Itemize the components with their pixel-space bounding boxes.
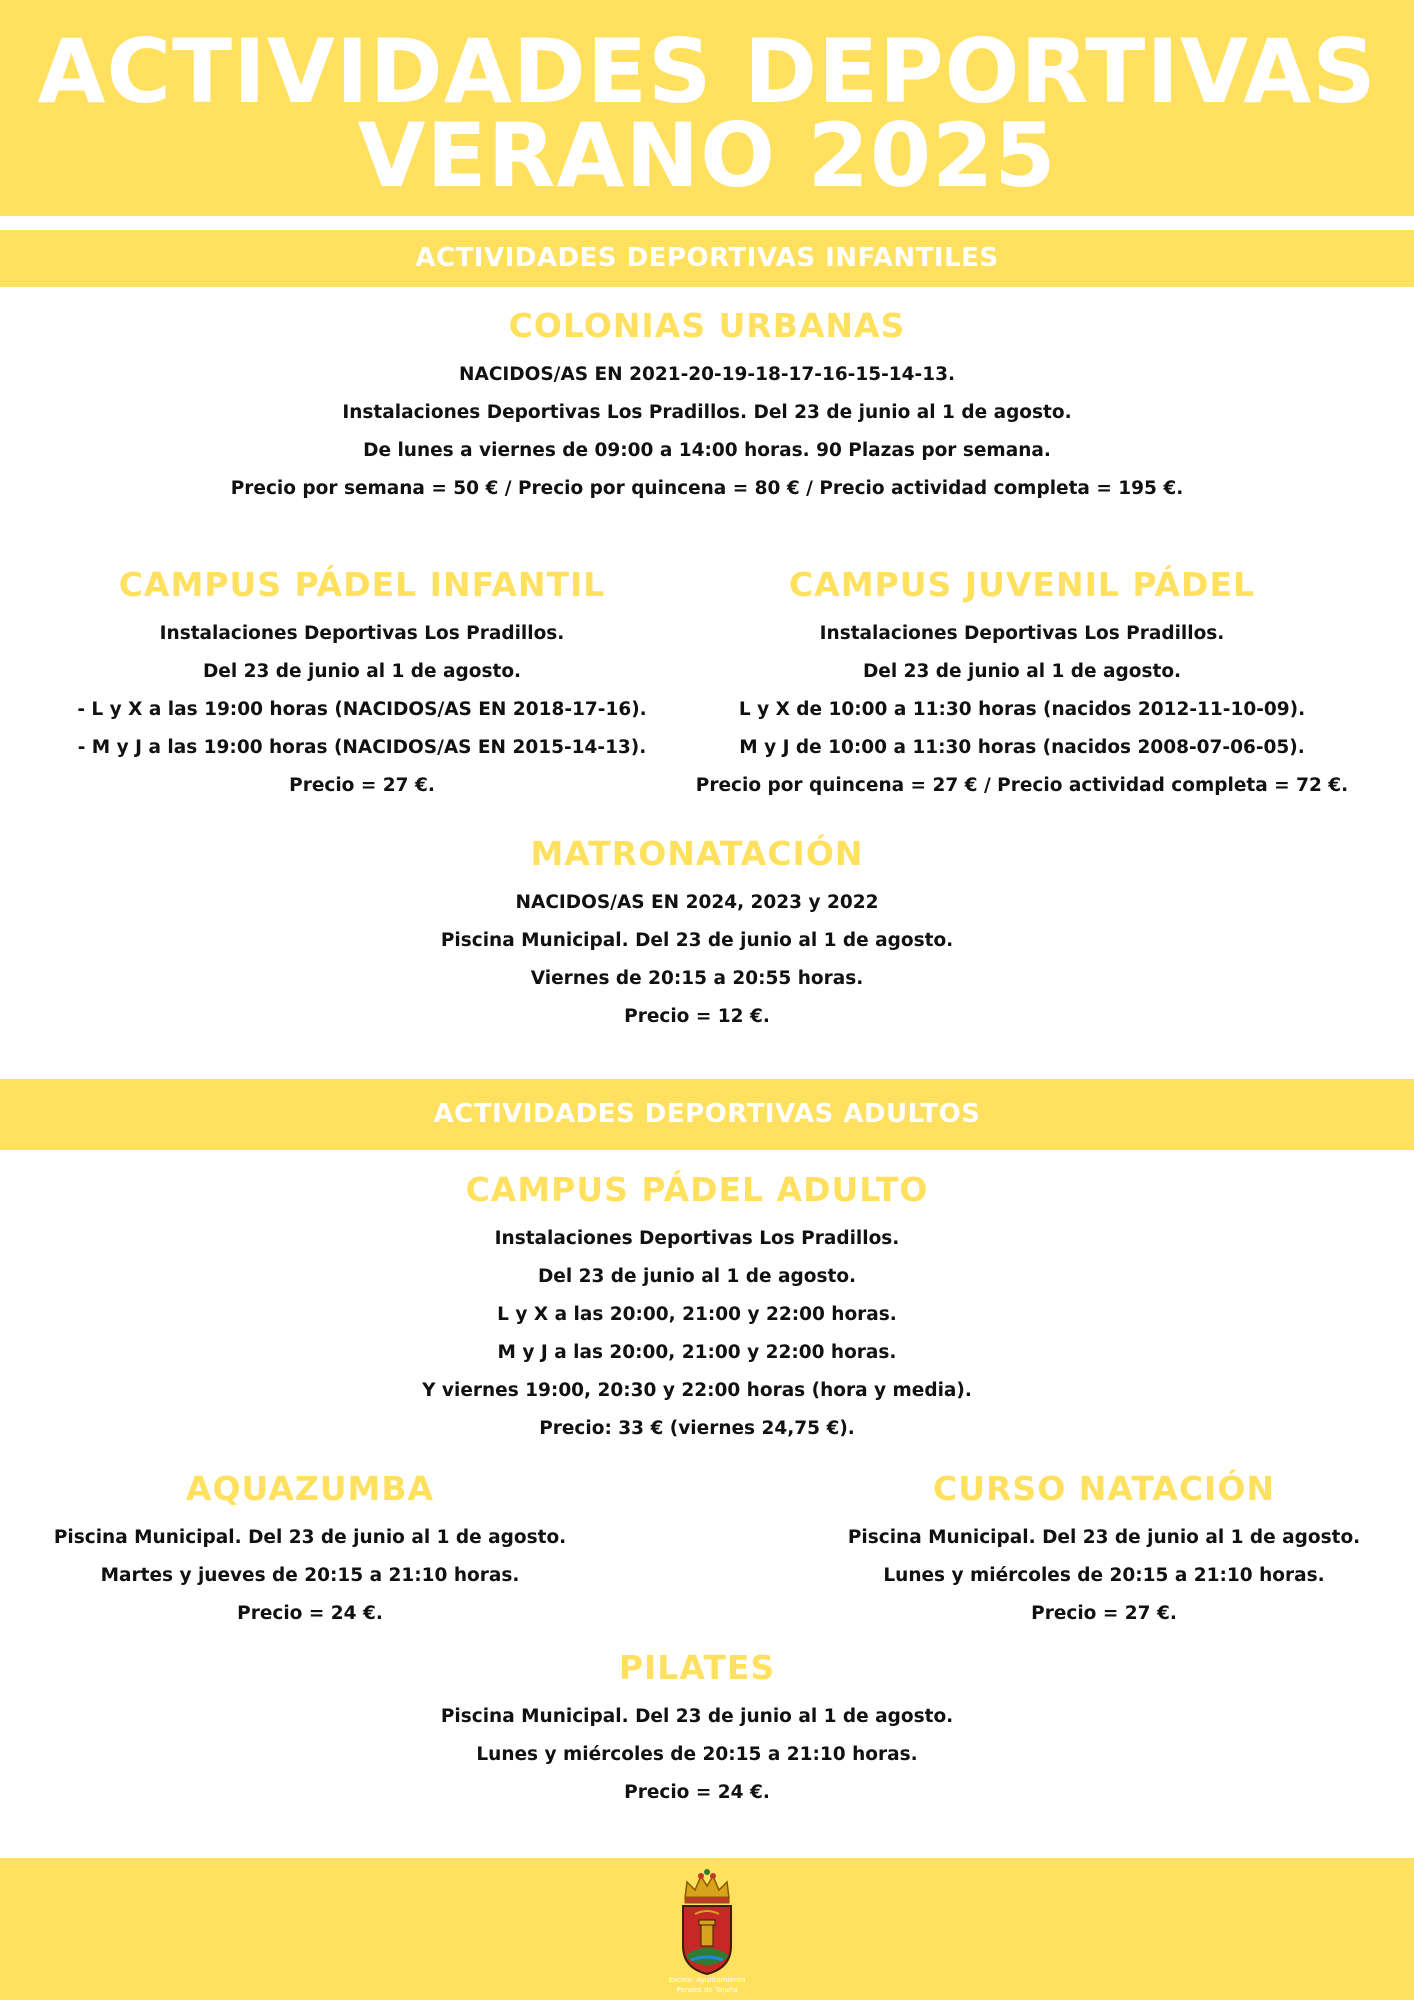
activity-pilates: [0, 1646, 1394, 1812]
activity-title: PILATES: [618, 1648, 776, 1687]
activity-line: Piscina Municipal. Del 23 de junio al 1 de agosto.: [440, 1706, 954, 1727]
activity-line: Precio: 33 € (viernes 24,75 €).: [539, 1418, 855, 1439]
activity-title: CAMPUS PÁDEL ADULTO: [465, 1170, 929, 1209]
activity-line: Lunes y miércoles de 20:15 a 21:10 horas.: [476, 1744, 918, 1765]
activity-line: Del 23 de junio al 1 de agosto.: [202, 661, 522, 682]
activity-line: Martes y jueves de 20:15 a 21:10 horas.: [100, 1565, 520, 1586]
activity-line: Del 23 de junio al 1 de agosto.: [862, 661, 1182, 682]
poster-footer: [0, 1858, 1414, 2000]
activity-line: Precio = 12 €.: [624, 1006, 770, 1027]
poster-title-line-2: VERANO 2025: [357, 104, 1057, 207]
activity-line: M y J a las 20:00, 21:00 y 22:00 horas.: [497, 1342, 897, 1363]
activity-line: - M y J a las 19:00 horas (NACIDOS/AS EN 2015-14-13).: [77, 737, 647, 758]
activity-line: De lunes a viernes de 09:00 a 14:00 horas. 90 Plazas por semana.: [363, 440, 1051, 461]
activity-line: Y viernes 19:00, 20:30 y 22:00 horas (hora y media).: [422, 1380, 972, 1401]
activity-line: Viernes de 20:15 a 20:55 horas.: [530, 968, 864, 989]
activity-title: AQUAZUMBA: [185, 1469, 435, 1508]
seal-caption-line-1: Excmo. Ayuntamiento: [668, 1976, 746, 1984]
poster-header: [0, 0, 1414, 216]
activity-colonias-urbanas: [0, 304, 1414, 508]
activity-title: CAMPUS JUVENIL PÁDEL: [788, 565, 1256, 604]
activity-matronatacion: [0, 832, 1394, 1036]
activity-line: Instalaciones Deportivas Los Pradillos.: [494, 1228, 900, 1249]
activity-title: MATRONATACIÓN: [530, 834, 864, 873]
activity-aquazumba: [40, 1467, 580, 1633]
activity-title: COLONIAS URBANAS: [508, 306, 906, 345]
poster-title-line-1: ACTIVIDADES DEPORTIVAS: [37, 20, 1377, 123]
activity-line: Del 23 de junio al 1 de agosto.: [537, 1266, 857, 1287]
activity-line: Instalaciones Deportivas Los Pradillos.: [819, 623, 1225, 644]
coat-of-arms-icon: [651, 1868, 763, 1978]
seal-caption-line-2: Perales de Tajuña: [676, 1986, 738, 1994]
activity-line: L y X de 10:00 a 11:30 horas (nacidos 2012-11-10-09).: [738, 699, 1306, 720]
activity-line: Piscina Municipal. Del 23 de junio al 1 de agosto.: [847, 1527, 1361, 1548]
activity-line: Lunes y miércoles de 20:15 a 21:10 horas.: [883, 1565, 1325, 1586]
activity-line: NACIDOS/AS EN 2024, 2023 y 2022: [515, 892, 879, 913]
activity-line: Precio por quincena = 27 € / Precio actividad completa = 72 €.: [695, 775, 1349, 796]
municipal-seal: [651, 1868, 763, 1996]
activity-line: Precio = 27 €.: [1031, 1603, 1177, 1624]
activity-title: CAMPUS PÁDEL INFANTIL: [118, 565, 606, 604]
activity-line: Precio = 27 €.: [289, 775, 435, 796]
activity-campus-juvenil-padel: [690, 563, 1354, 805]
activity-line: NACIDOS/AS EN 2021-20-19-18-17-16-15-14-13.: [459, 364, 955, 385]
activity-line: L y X a las 20:00, 21:00 y 22:00 horas.: [497, 1304, 897, 1325]
activity-campus-padel-infantil: [40, 563, 684, 805]
activity-line: Instalaciones Deportivas Los Pradillos. Del 23 de junio al 1 de agosto.: [342, 402, 1072, 423]
activity-line: Piscina Municipal. Del 23 de junio al 1 de agosto.: [440, 930, 954, 951]
activity-campus-padel-adulto: [0, 1168, 1394, 1448]
activity-line: Precio = 24 €.: [624, 1782, 770, 1803]
section-heading-infantiles: ACTIVIDADES DEPORTIVAS INFANTILES: [0, 230, 1414, 287]
activity-curso-natacion: [834, 1467, 1374, 1633]
activity-line: Piscina Municipal. Del 23 de junio al 1 de agosto.: [53, 1527, 567, 1548]
activity-title: CURSO NATACIÓN: [933, 1469, 1275, 1508]
activity-line: Instalaciones Deportivas Los Pradillos.: [159, 623, 565, 644]
activity-line: Precio por semana = 50 € / Precio por quincena = 80 € / Precio actividad completa = 195 €.: [230, 478, 1184, 499]
activity-line: Precio = 24 €.: [237, 1603, 383, 1624]
activity-line: - L y X a las 19:00 horas (NACIDOS/AS EN 2018-17-16).: [77, 699, 647, 720]
activity-line: M y J de 10:00 a 11:30 horas (nacidos 2008-07-06-05).: [739, 737, 1305, 758]
section-heading-adultos: ACTIVIDADES DEPORTIVAS ADULTOS: [0, 1079, 1414, 1150]
